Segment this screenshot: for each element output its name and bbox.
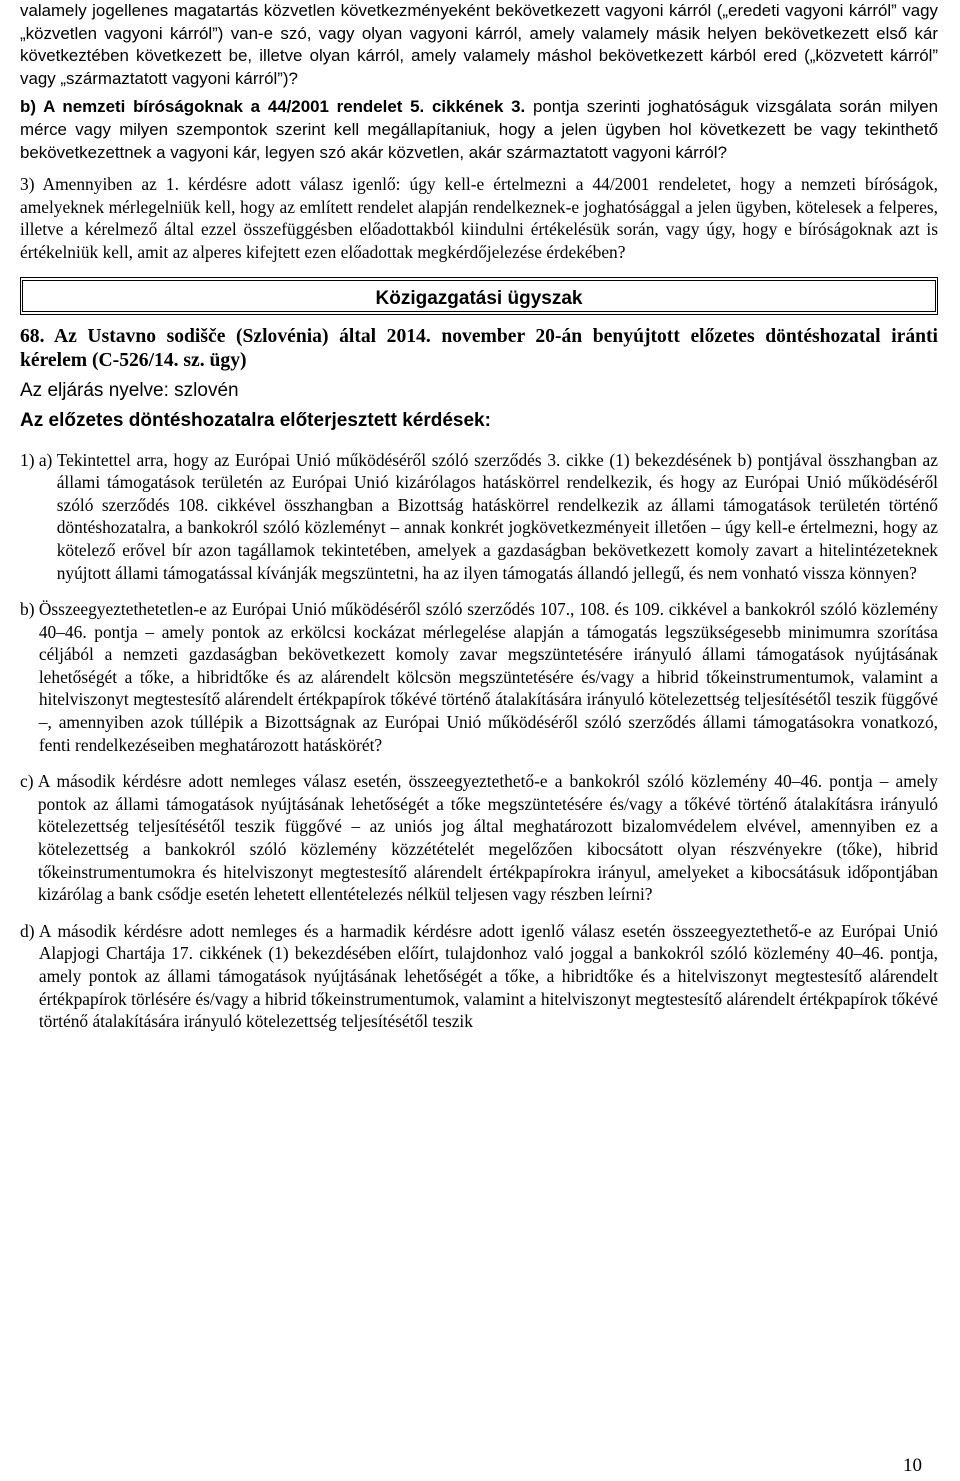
item-label: 1) a) [20, 449, 57, 470]
item-text: Tekintettel arra, hogy az Európai Unió működéséről szóló szerződés 3. cikke (1) bekezdésének b) pontjával összhangban az állami támogatások területén az Európai Unió kizárólagos hatáskörrel rendelkezik, és hogy az Európai Unió működéséről szóló szerződés 108. cikkével összhangban a Bizottság hatáskörrel rendelkezik az állami támogatások területén történő döntéshozatalra, a bankokról szóló közleményt – annak konkrét jogkövetkezményeit illetően – úgy kell-e értelmezni, hogy az kötelező erővel bír azon tagállamok tekintetében, amelyek a gazdaságban bekövetkezett komoly zavart a hitelintézeteknek nyújtott állami támogatással kívánják megszüntetni, ha az ilyen támogatás állandó jellegű, és nem vonható vissza könnyen? [56, 449, 938, 583]
question-b-lead: b) A nemzeti bíróságoknak a 44/2001 rendelet 5. cikkének 3. [20, 97, 526, 117]
procedure-language: Az eljárás nyelve: szlovén [20, 379, 239, 401]
question-item-b [20, 598, 938, 756]
question-item-1a [20, 449, 938, 585]
question-3-text: kérdésre adott válasz igenlő: úgy kell-e értelmezni a 44/2001 rendeletet, hogy a nemzeti bíróságok, amelyeknek mérlegelniük kell, hogy az említett rendelet alapján rendelkeznek-e joghatósággal a jelen ügyben, kötelesek a felperes, illetve a kérelmező által ezzel összefüggésben előadottakból kiindulni értékelésük során, vagy úgy, hogy e bíróságoknak azt is értékelniük kell, amit az alperes kifejtett ezen előadottak megkérdőjelezése érdekében? [20, 174, 938, 262]
case-title: 68. Az Ustavno sodišče (Szlovénia) által 2014. november 20-án benyújtott előzetes döntéshozatal iránti kérelem (C-526/14. sz. ügy) [20, 325, 938, 371]
question-3 [20, 173, 938, 263]
questions-heading: Az előzetes döntéshozatalra előterjesztett kérdések: [20, 409, 491, 431]
item-text: Összeegyeztethetetlen-e az Európai Unió működéséről szóló szerződés 107., 108. és 109. cikkével a bankokról szóló közlemény 40–46. pontja – amely pontok az erkölcsi kockázat mérlegelése alapján a támogatás legszükségesebb minimumra szorítása céljából a nemzeti gazdaságban bekövetkezett komoly zavar megszüntetésére irányuló állami támogatások nyújtásának lehetőségét a tőke, a hibridtőke és az alárendelt kölcsön megszüntetésére és/vagy a hibrid tőkeinstrumentumok, valamint a hitelviszonyt megtestesítő alárendelt értékpapírok tőkévé történő átalakítására irányuló kötelezettség teljesítésétől teszik függővé –, amennyiben azok túllépik a Bizottságnak az Európai Unió működéséről szóló szerződés állami támogatásokra vonatkozó, fenti rendelkezéseiben meghatározott hatáskörét? [38, 599, 938, 755]
page-number: 10 [903, 1455, 922, 1476]
question-3-lead: 3) Amennyiben az 1. [20, 174, 179, 195]
document-page [20, 0, 938, 1033]
question-b-text: pontja szerinti joghatóságuk vizsgálata során milyen mérce vagy milyen szempontok szerint kell megállapítaniuk, hogy a jelen ügyben hol következett be vagy tekinthető bekövetkezettnek a vagyoni kár, legyen szó akár közvetlen, akár származtatott vagyoni kárról? [20, 97, 939, 162]
question-item-c [20, 770, 938, 906]
item-text: A második kérdésre adott nemleges válasz esetén, összeegyeztethető-e a bankokról szóló közlemény 40–46. pontja – amely pontok az állami támogatások nyújtásának lehetőségét a tőke megszüntetésére és/vagy a tőkévé történő átalakításra irányuló kötelezettség teljesítésétől teszik függővé – az uniós jog által meghatározott bizalomvédelem elvével, amennyiben ez a kötelezettség a bankokról szóló közlemény közzétételét megelőzően kibocsátott olyan részvényekre (tőke), hibrid tőkeinstrumentumokra és hitelviszonyt megtestesítő alárendelt értékpapírokra irányul, amelyeket a kibocsátásuk időpontjában kizárólag a bank csődje esetén lehetett ellentételezés nélkül teljesen vagy részben leírni? [37, 771, 938, 905]
section-banner: Közigazgatási ügyszak [20, 277, 938, 315]
item-label: c) [20, 771, 38, 792]
question-b [20, 96, 938, 164]
intro-paragraph: valamely jogellenes magatartás közvetlen következményeként bekövetkezett vagyoni kárról („eredeti vagyoni kárról” vagy „közvetlen vagyoni kárról”) van-e szó, vagy olyan vagyoni kárról, amely valamely másik helyen bekövetkezett első kár következtében következett be, illetve olyan kárról, amely valamely máshol bekövetkezett kárból ered („közvetett kárról” vagy „származtatott vagyoni kárról”)? [20, 1, 938, 88]
item-label: b) [20, 599, 39, 620]
question-item-d [20, 920, 938, 1033]
item-label: d) [20, 920, 39, 941]
item-text: A második kérdésre adott nemleges és a harmadik kérdésre adott igenlő válasz esetén összeegyeztethető-e az Európai Unió Alapjogi Chartája 17. cikkének (1) bekezdésében előírt, tulajdonhoz való joggal a bankokról szóló közlemény 40–46. pontja, amely pontok az állami támogatások nyújtásának lehetőségét a tőke, a hibridtőke és a hitelviszonyt megtestesítő alárendelt értékpapírok törlésére és/vagy a hibrid tőkeinstrumentumok, valamint a hitelviszonyt megtestesítő alárendelt értékpapírok tőkévé történő átalakítására irányuló kötelezettség teljesítésétől teszik [38, 920, 938, 1032]
